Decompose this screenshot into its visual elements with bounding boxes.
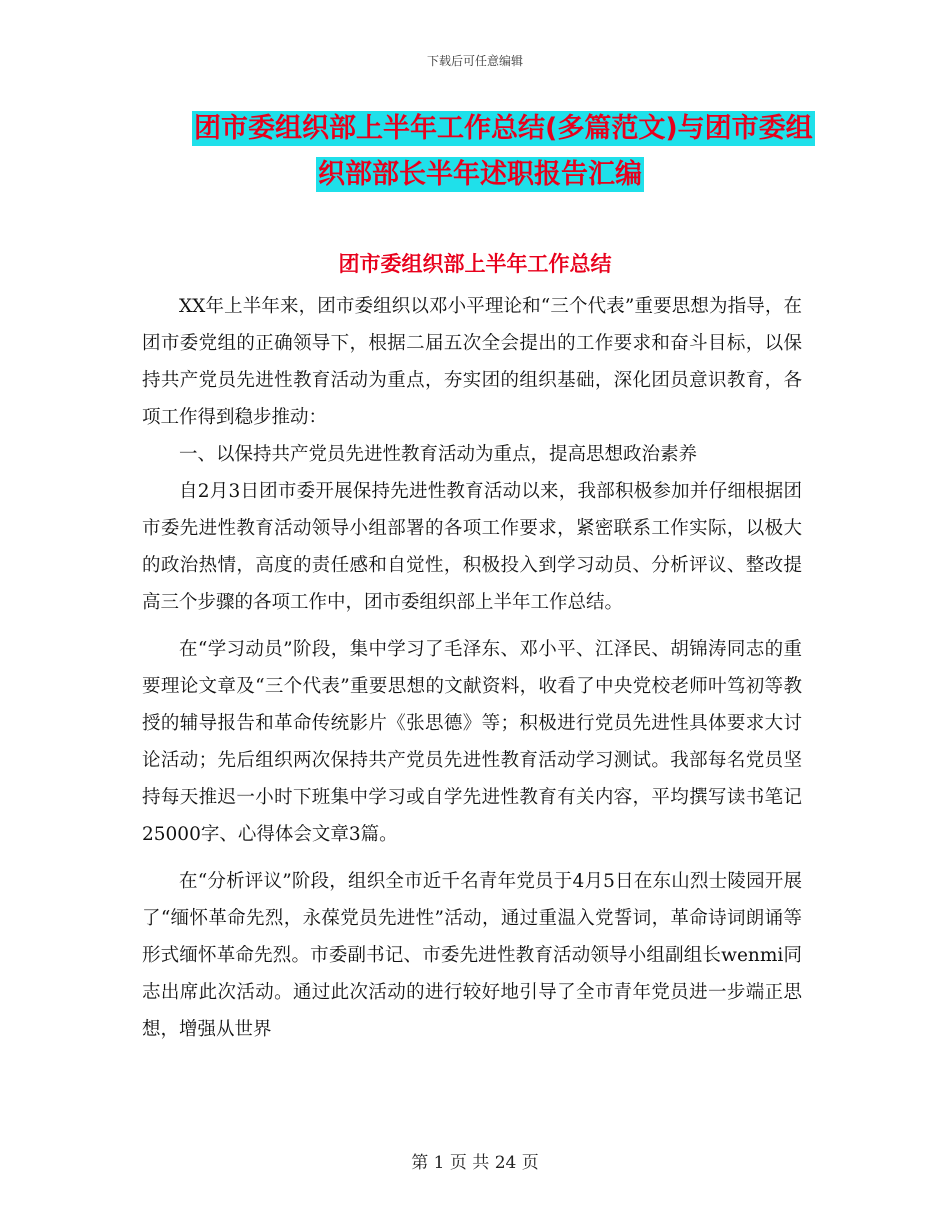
title-line-2: 织部部长半年述职报告汇编	[318, 159, 642, 190]
paragraph: XX年上半年来，团市委组织以邓小平理论和“三个代表”重要思想为指导，在团市委党组的正确领导下，根据二届五次全会提出的工作要求和奋斗目标，以保持共产党员先进性教育活动为重点，夯实团的组织基础，深化团员意识教育，各项工作得到稳步推动：	[142, 296, 802, 428]
document-body	[142, 288, 802, 1048]
paragraph: 自2月3日团市委开展保持先进性教育活动以来，我部积极参加并仔细根据团市委先进性教育活动领导小组部署的各项工作要求，紧密联系工作实际，以极大的政治热情，高度的责任感和自觉性，积极投入到学习动员、分析评议、整改提高三个步骤的各项工作中，团市委组织部上半年工作总结。	[142, 481, 802, 613]
section-heading: 一、以保持共产党员先进性教育活动为重点，提高思想政治素养	[179, 444, 698, 465]
page-number: 第 1 页 共 24 页	[411, 1153, 539, 1173]
section-title: 团市委组织部上半年工作总结	[338, 252, 612, 276]
document-title	[140, 106, 820, 198]
title-line-1: 团市委组织部上半年工作总结(多篇范文)与团市委组	[194, 113, 813, 144]
paragraph: 在“分析评议”阶段，组织全市近千名青年党员于4月5日在东山烈士陵园开展了“缅怀革命先烈，永葆党员先进性”活动，通过重温入党誓词，革命诗词朗诵等形式缅怀革命先烈。市委副书记、市委先进性教育活动领导小组副组长wenmi同志出席此次活动。通过此次活动的进行较好地引导了全市青年党员进一步端正思想，增强从世界	[142, 871, 802, 1040]
paragraph: 在“学习动员”阶段，集中学习了毛泽东、邓小平、江泽民、胡锦涛同志的重要理论文章及“三个代表”重要思想的文献资料，收看了中央党校老师叶笃初等教授的辅导报告和革命传统影片《张思德》等；积极进行党员先进性具体要求大讨论活动；先后组织两次保持共产党员先进性教育活动学习测试。我部每名党员坚持每天推迟一小时下班集中学习或自学先进性教育有关内容，平均撰写读书笔记25000字、心得体会文章3篇。	[142, 639, 802, 845]
header-note: 下载后可任意编辑	[426, 54, 523, 68]
